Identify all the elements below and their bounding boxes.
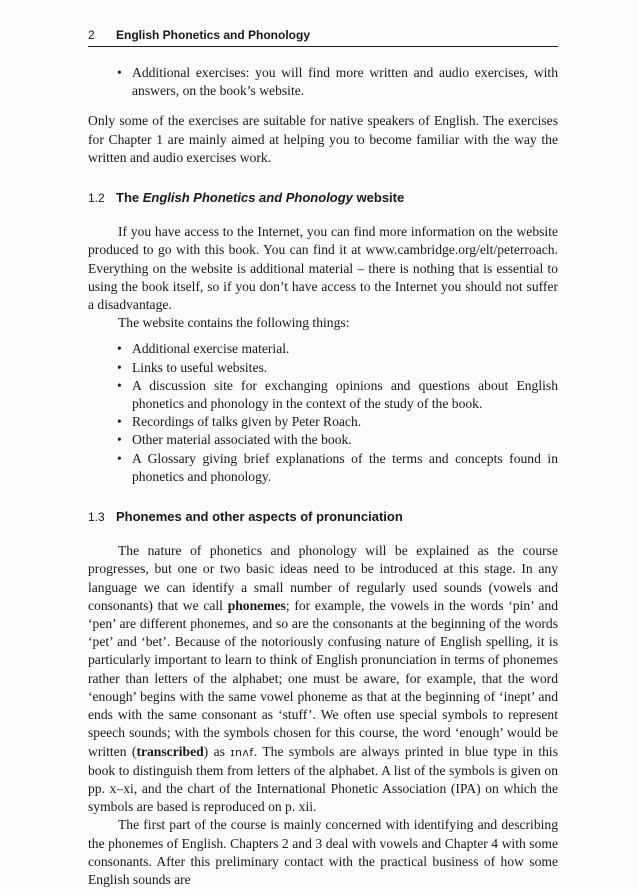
bullet-icon: • — [117, 359, 122, 375]
bullet-icon: • — [117, 450, 122, 466]
list-item: • Recordings of talks given by Peter Roach. — [88, 413, 558, 431]
running-head — [88, 28, 558, 42]
ipa-transcription: ɪnʌf — [230, 745, 254, 759]
paragraph: If you have access to the Internet, you can find more information on the website produced to go with this book. You can find it at www.cambridge.org/elt/peterroach. Everything on the website is additional material – there is nothing that is essential to using the book itself, so if you don’t have access to the Internet you should not suffer a disadvantage. — [88, 224, 558, 313]
page-content — [88, 64, 558, 889]
bullet-icon: • — [117, 65, 122, 80]
bullet-icon: • — [117, 341, 122, 357]
list-item: • A Glossary giving brief explanations of the terms and concepts found in phonetics and phonology. — [117, 450, 558, 484]
list-item: • A discussion site for exchanging opinions and questions about English phonetics and phonology in the context of the study of the book. — [117, 377, 558, 412]
term-phonemes: phonemes — [227, 597, 286, 613]
list-item: • Additional exercises: you will find more written and audio exercises, with answers, on the book’s website. — [117, 65, 558, 99]
paragraph: The nature of phonetics and phonology will be explained as the course progresses, but one or two basic ideas need to be introduced at this stage. In any language we can identify a small number of regularly used sounds (vowels and consonants) that we call phonemes; for example, the vowels in the words ‘pin’ and ‘pen’ are different phonemes, and so are the consonants at the beginning of the words ‘pet’ and ‘bet’. Because of the notoriously confusing nature of English spelling, it is particularly important to learn to think of English pronunciation in terms of phonemes rather than letters of the alphabet; one must be aware, for example, that the word ‘enough’ begins with the same vowel phoneme as that at the beginning of ‘inept’ and ends with the same consonant as ‘stuff’. We often use special symbols to represent speech sounds; with the symbols chosen for this course, the word ‘enough’ would be written (transcribed) as ɪnʌf. The symbols are always printed in blue type in this book to distinguish them from letters of the alphabet. A list of the symbols is given on pp. x–xi, and the chart of the International Phonetic Association (IPA) on which the symbols are based is reproduced on p. xii. — [88, 543, 558, 815]
list-item: • Other material associated with the book. — [88, 431, 558, 449]
intro-list — [88, 64, 558, 100]
bullet-icon: • — [117, 414, 122, 430]
term-transcribed: transcribed — [136, 743, 204, 759]
section-heading-1-2: 1.2 The English Phonetics and Phonology website — [88, 190, 405, 206]
list-item: • Additional exercise material. — [88, 340, 558, 358]
header-rule — [88, 46, 558, 47]
list-item: • Links to useful websites. — [88, 359, 558, 377]
section-heading-1-3: 1.3 Phonemes and other aspects of pronunciation — [88, 509, 403, 525]
page-number: 2 — [88, 28, 95, 42]
paragraph: The first part of the course is mainly concerned with identifying and describing the phonemes of English. Chapters 2 and 3 deal with vowels and Chapter 4 with some consonants. After this preliminary contact with the practical business of how some English sounds are — [88, 817, 558, 887]
bullet-icon: • — [117, 377, 122, 393]
paragraph: The website contains the following things: — [118, 315, 350, 331]
bullet-icon: • — [117, 432, 122, 448]
intro-paragraph: Only some of the exercises are suitable for native speakers of English. The exercises for Chapter 1 are mainly aimed at helping you to become familiar with the way the written and audio exercises work. — [88, 113, 558, 165]
book-title: English Phonetics and Phonology — [116, 28, 311, 42]
website-contents-list — [88, 340, 558, 486]
